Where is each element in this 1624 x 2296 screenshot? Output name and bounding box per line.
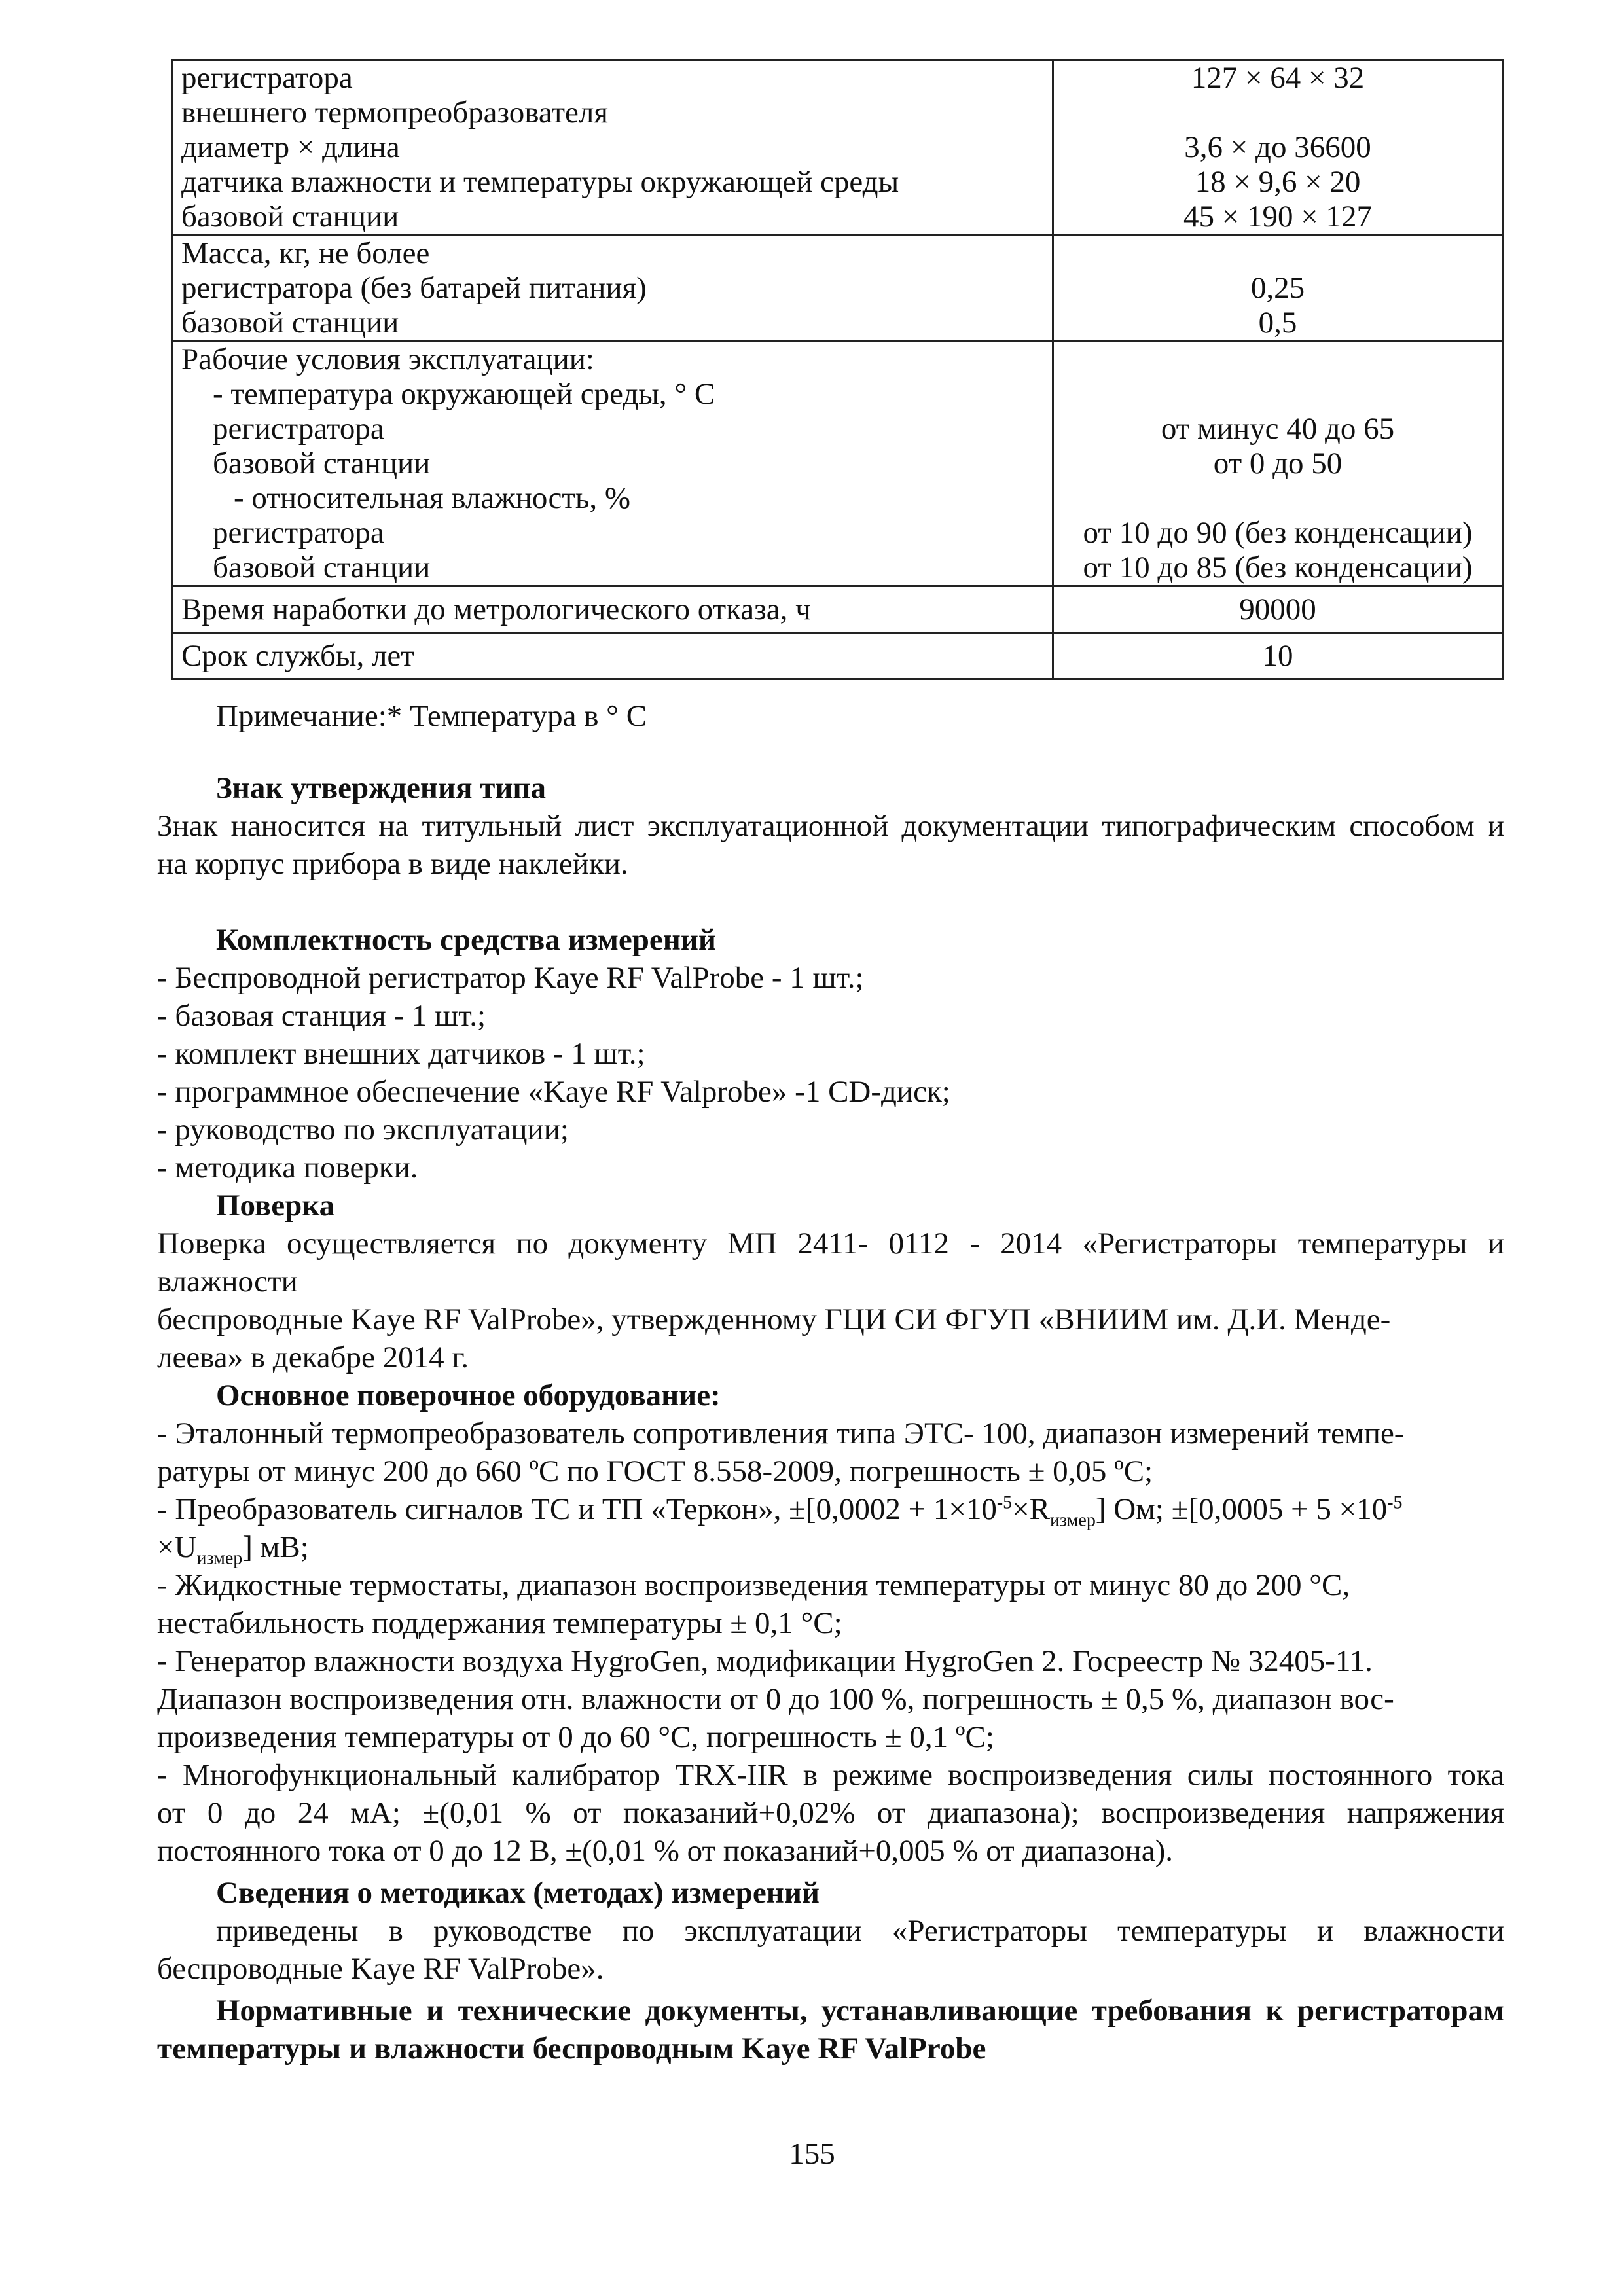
conditions-hum-recorder-value: от 10 до 90 (без конденсации): [1083, 516, 1473, 550]
conditions-label-cell: [173, 342, 1053, 586]
equipment-line: - Жидкостные термостаты, диапазон воспроизведения температуры от минус 80 до 200 °С,: [157, 1568, 1350, 1602]
dimensions-value-cell: [1053, 60, 1503, 236]
mass-base-value: 0,5: [1258, 306, 1297, 340]
verification-heading: Поверка: [216, 1189, 335, 1223]
conditions-hum-recorder-label: регистратора: [213, 516, 384, 550]
dimensions-label-cell: [173, 60, 1053, 236]
mass-label-cell: [173, 236, 1053, 342]
conditions-title: Рабочие условия эксплуатации:: [181, 342, 594, 376]
equipment-line: - Эталонный термопреобразователь сопротивления типа ЭТС- 100, диапазон измерений темпе-: [157, 1416, 1405, 1450]
mass-base-label: базовой станции: [181, 306, 399, 340]
mtbf-value: 90000: [1239, 592, 1316, 626]
conditions-temp-base-value: от 0 до 50: [1213, 446, 1343, 480]
type-approval-heading: Знак утверждения типа: [216, 771, 546, 805]
kit-item: - программное обеспечение «Kaye RF Valprobe» -1 CD-диск;: [157, 1075, 950, 1109]
mass-title: Масса, кг, не более: [181, 236, 430, 270]
dim-recorder-label: регистратора: [181, 61, 353, 95]
document-body: [157, 697, 1504, 2068]
verification-line: влажности: [157, 1265, 298, 1299]
mass-recorder-label: регистратора (без батарей питания): [181, 271, 647, 305]
equipment-line: постоянного тока от 0 до 12 В, ±(0,01 % от показаний+0,005 % от диапазона).: [157, 1834, 1173, 1868]
conditions-temperature-label: - температура окружающей среды, ° С: [213, 377, 715, 411]
methods-line: приведены в руководстве по эксплуатации «Регистраторы температуры и влажности: [216, 1914, 1504, 1948]
dim-humidity-sensor-value: 18 × 9,6 × 20: [1195, 165, 1361, 199]
kit-item: - методика поверки.: [157, 1151, 418, 1185]
mass-recorder-value: 0,25: [1250, 271, 1305, 305]
verification-line: беспроводные Kaye RF ValProbe», утвержденному ГЦИ СИ ФГУП «ВНИИМ им. Д.И. Менде-: [157, 1302, 1391, 1336]
methods-line: беспроводные Kaye RF ValProbe».: [157, 1952, 604, 1986]
dim-base-station-label: базовой станции: [181, 200, 399, 234]
conditions-temp-recorder-value: от минус 40 до 65: [1161, 412, 1395, 446]
equipment-line: - Многофункциональный калибратор TRX-IIR в режиме воспроизведения силы постоянного тока: [157, 1758, 1504, 1792]
table-row-mtbf: [173, 586, 1503, 633]
equipment-line: произведения температуры от 0 до 60 °С, погрешность ± 0,1 ºС;: [157, 1720, 994, 1754]
equipment-line: нестабильность поддержания температуры ± 0,1 °С;: [157, 1606, 842, 1640]
normative-heading-line2: температуры и влажности беспроводным Kaye RF ValProbe: [157, 2032, 986, 2066]
page-number: 155: [789, 2137, 835, 2171]
table-note: Примечание:* Температура в ° С: [216, 699, 647, 733]
mass-value-cell: [1053, 236, 1503, 342]
conditions-hum-base-label: базовой станции: [213, 550, 431, 584]
table-row-conditions: [173, 342, 1503, 586]
specifications-table: [171, 59, 1504, 680]
verification-line: леева» в декабре 2014 г.: [157, 1340, 469, 1374]
equipment-line: ратуры от минус 200 до 660 ºС по ГОСТ 8.558-2009, погрешность ± 0,05 ºС;: [157, 1454, 1153, 1488]
dim-diameter-length-value: 3,6 × до 36600: [1184, 130, 1371, 164]
equipment-line: от 0 до 24 мА; ±(0,01 % от показаний+0,02% от диапазона); воспроизведения напряжения: [157, 1796, 1504, 1830]
table-row-mass: [173, 236, 1503, 342]
dim-base-station-value: 45 × 190 × 127: [1183, 200, 1372, 234]
conditions-value-cell: [1053, 342, 1503, 586]
service-life-label: Срок службы, лет: [181, 639, 414, 673]
dim-humidity-sensor-label: датчика влажности и температуры окружающей среды: [181, 165, 899, 199]
equipment-line: Диапазон воспроизведения отн. влажности от 0 до 100 %, погрешность ± 0,5 %, диапазон вос-: [157, 1682, 1394, 1716]
conditions-hum-base-value: от 10 до 85 (без конденсации): [1083, 550, 1473, 584]
table-row-service-life: [173, 633, 1503, 679]
equipment-line-terkon-cont: $\times U_{измер}$] мВ;: [157, 1530, 309, 1569]
normative-heading-line1: Нормативные и технические документы, устанавливающие требования к регистраторам: [216, 1994, 1504, 2028]
methods-heading: Сведения о методиках (методах) измерений: [216, 1876, 820, 1910]
conditions-humidity-label: - относительная влажность, %: [234, 481, 630, 515]
equipment-line: - Генератор влажности воздуха HygroGen, модификации HygroGen 2. Госреестр № 32405-11.: [157, 1644, 1373, 1678]
mtbf-label: Время наработки до метрологического отказа, ч: [181, 592, 811, 626]
service-life-value: 10: [1262, 639, 1293, 673]
kit-item: - руководство по эксплуатации;: [157, 1113, 569, 1147]
kit-item: - комплект внешних датчиков - 1 шт.;: [157, 1037, 645, 1071]
table-row-dimensions: [173, 60, 1503, 236]
conditions-temp-base-label: базовой станции: [213, 446, 431, 480]
verification-line: Поверка осуществляется по документу МП 2411- 0112 - 2014 «Регистраторы температуры и: [157, 1227, 1504, 1261]
kit-heading: Комплектность средства измерений: [216, 923, 716, 957]
kit-item: - Беспроводной регистратор Kaye RF ValProbe - 1 шт.;: [157, 961, 864, 995]
dim-recorder-value: 127 × 64 × 32: [1191, 61, 1365, 95]
dim-diameter-length-label: диаметр × длина: [181, 130, 400, 164]
type-approval-text-line1: Знак наносится на титульный лист эксплуатационной документации типографическим способом и: [157, 809, 1504, 843]
equipment-heading: Основное поверочное оборудование:: [216, 1378, 721, 1412]
type-approval-text-line2: на корпус прибора в виде наклейки.: [157, 847, 628, 881]
conditions-temp-recorder-label: регистратора: [213, 412, 384, 446]
equipment-line-terkon: - Преобразователь сигналов ТС и ТП «Теркон», $\pm[0,0002 + 1\times 10^{-5}\times R_{измер}]$ Ом; $\pm[0,0005 + 5 \times 10^{-5}$: [157, 1492, 1403, 1531]
kit-item: - базовая станция - 1 шт.;: [157, 999, 486, 1033]
dim-external-sensor-label: внешнего термопреобразователя: [181, 96, 608, 130]
